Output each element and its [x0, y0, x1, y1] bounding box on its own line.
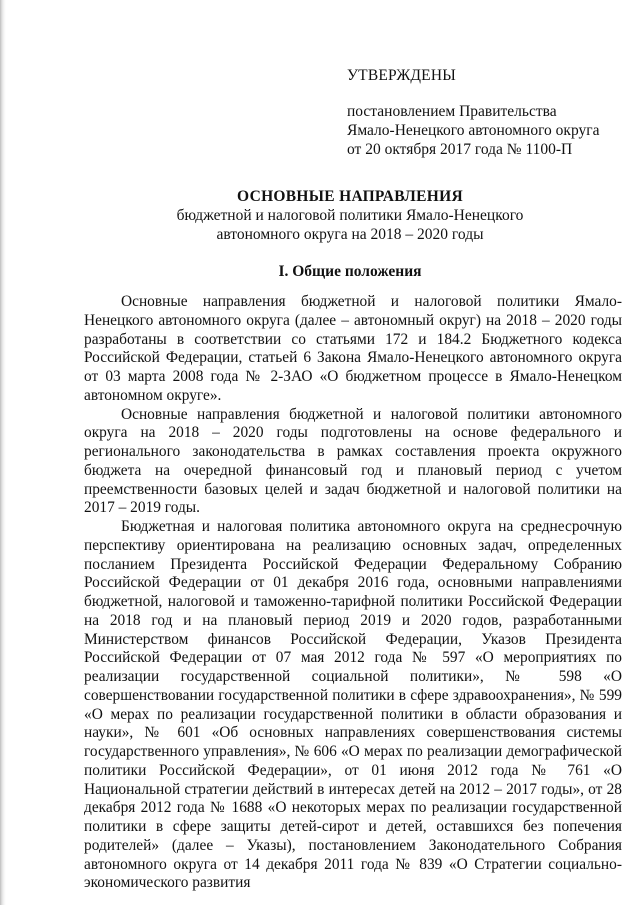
body-paragraph: Основные направления бюджетной и налоговой политики автономного округа на 2018 – 2020 годы подготовлены на основе федерального и регионального законодательства в рамках составления проекта окружного бюджета на очередной финансовый год и плановый период с учетом преемственности базовых целей и задач бюджетной и налоговой политики на 2017 – 2019 годы. [84, 405, 622, 517]
document-body [84, 293, 622, 893]
body-paragraph: Основные направления бюджетной и налоговой политики Ямало-Ненецкого автономного округа (далее – автономный округ) на 2018 – 2020 годы разработаны в соответствии со статьями 172 и 184.2 Бюджетного кодекса Российской Федерации, статьей 6 Закона Ямало-Ненецкого автономного округа от 03 марта 2008 года № 2-ЗАО «О бюджетном процессе в Ямало-Ненецком автономном округе». [84, 293, 622, 404]
approval-line: Ямало-Ненецкого автономного округа [347, 122, 600, 139]
body-paragraph: Бюджетная и налоговая политика автономного округа на среднесрочную перспективу ориентирована на реализацию основных задач, определенных посланием Президента Российской Федерации Федеральному Собранию Российской Федерации от 01 декабря 2016 года, основными направлениями бюджетной, налоговой и таможенно-тарифной политики Российской Федерации на 2018 год и на плановый период 2019 и 2020 годов, разработанными Министерством финансов Российской Федерации, Указов Президента Российской Федерации от 07 мая 2012 года № 597 «О мероприятиях по реализации государственной социальной политики», № 598 «О совершенствовании государственной политики в сфере здравоохранения», № 599 «О мерах по реализации государственной политики в области образования и науки», № 601 «Об основных направлениях совершенствования системы государственного управления», № 606 «О мерах по реализации демографической политики Российской Федерации», от 01 июня 2012 года № 761 «О Национальной стратегии действий в интересах детей на 2012 – 2017 годы», от 28 декабря 2012 года № 1688 «О некоторых мерах по реализации государственной политики в сфере защиты детей-сирот и детей, оставшихся без попечения родителей» (далее – Указы), постановлением Законодательного Собрания автономного округа от 14 декабря 2011 года № 839 «О Стратегии социально-экономического развития [84, 518, 622, 892]
document-subtitle-line: автономного округа на 2018 – 2020 годы [216, 226, 484, 243]
section-title: I. Общие положения [278, 263, 422, 280]
approval-stamp: УТВЕРЖДЕНЫ [347, 67, 456, 84]
approval-line: от 20 октября 2017 года № 1100-П [347, 141, 573, 158]
scan-edge [0, 0, 6, 905]
approval-line: постановлением Правительства [347, 103, 557, 120]
document-subtitle-line: бюджетной и налоговой политики Ямало-Ненецкого [176, 207, 524, 224]
document-heading [80, 187, 620, 244]
document-title: ОСНОВНЫЕ НАПРАВЛЕНИЯ [237, 188, 463, 205]
approval-block [347, 66, 627, 159]
